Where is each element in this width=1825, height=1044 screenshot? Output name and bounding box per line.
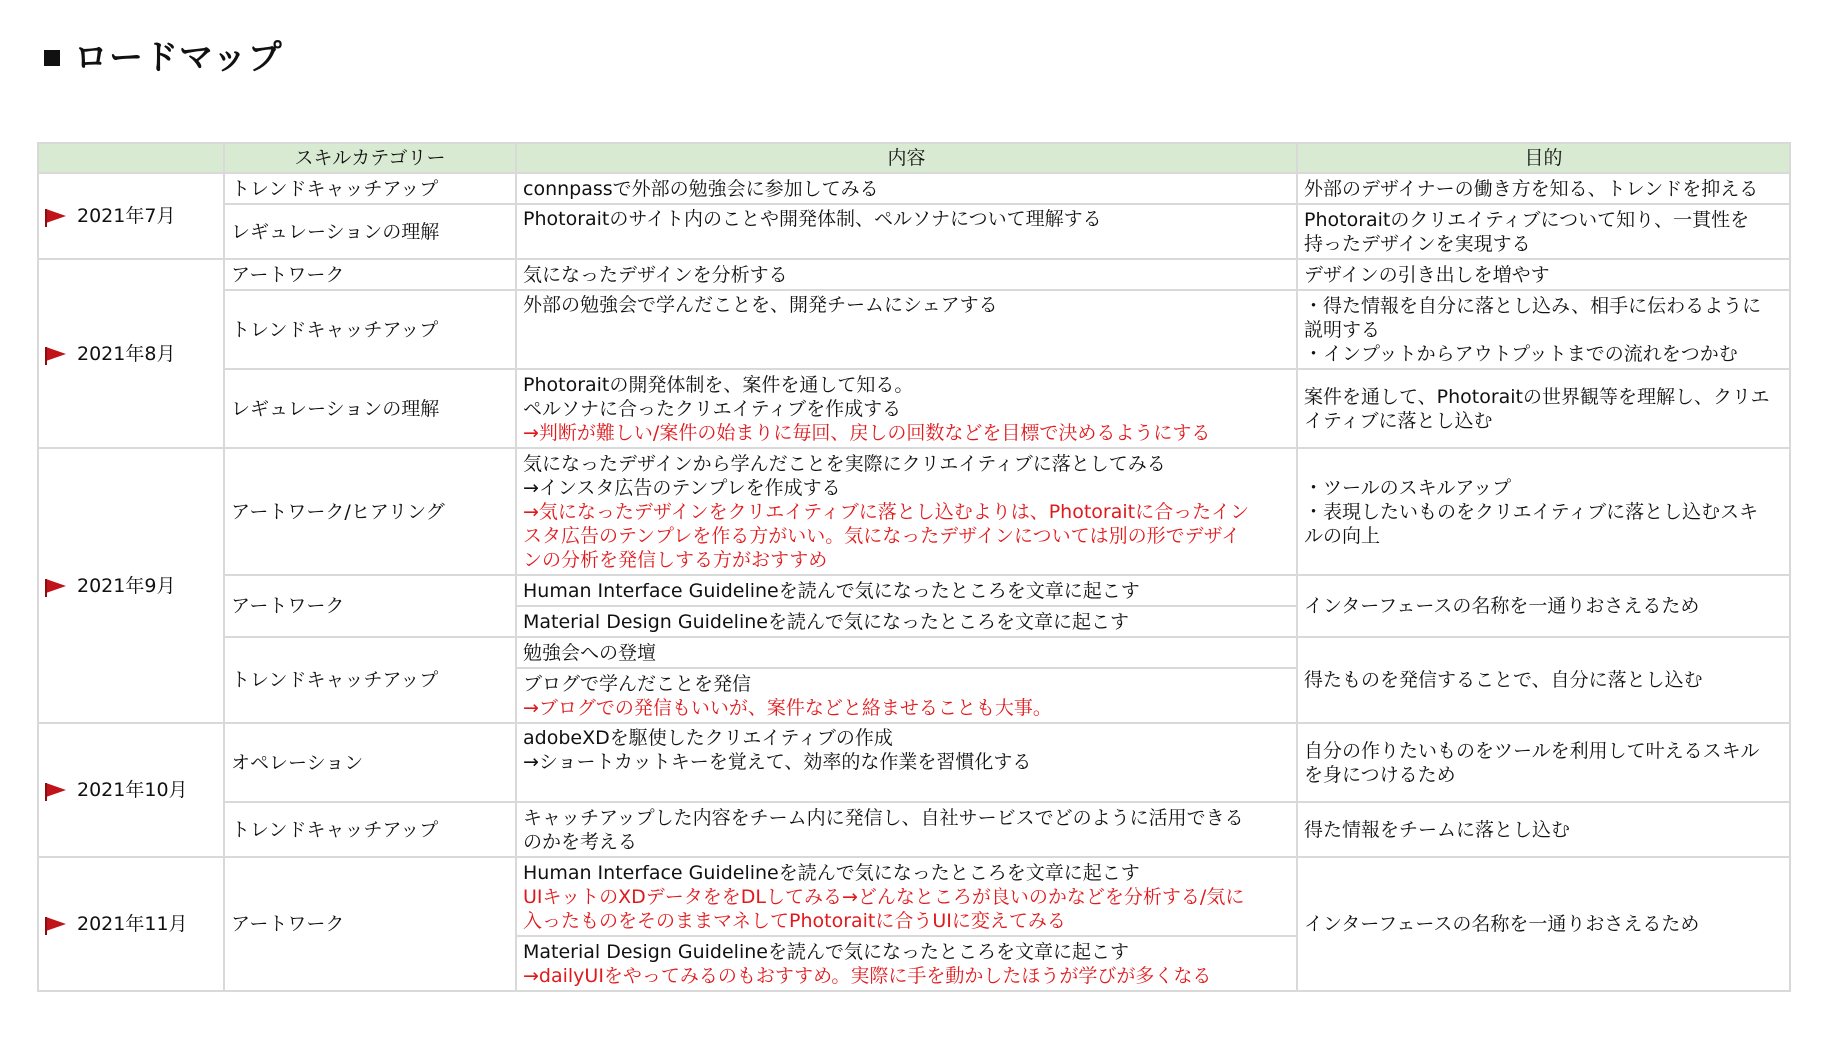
purpose-cell: 得た情報をチームに落とし込む: [1297, 802, 1790, 857]
period-label: 2021年7月: [77, 205, 176, 227]
category-cell: アートワーク/ヒアリング: [224, 448, 516, 575]
content-cell: adobeXDを駆使したクリエイティブの作成 →ショートカットキーを覚えて、効率的な作業を習慣化する: [516, 723, 1297, 802]
flag-icon: [45, 347, 67, 361]
table-row: [38, 290, 1790, 369]
table-row: [38, 637, 1790, 668]
content-cell: 勉強会への登壇: [516, 637, 1297, 668]
content-cell: Photoraitのサイト内のことや開発体制、ペルソナについて理解する: [516, 204, 1297, 259]
page-title: ロードマップ: [74, 38, 283, 78]
purpose-cell: デザインの引き出しを増やす: [1297, 259, 1790, 290]
content-cell: 外部の勉強会で学んだことを、開発チームにシェアする: [516, 290, 1297, 369]
purpose-cell: 案件を通して、Photoraitの世界観等を理解し、クリエ イティブに落とし込む: [1297, 369, 1790, 448]
category-cell: レギュレーションの理解: [224, 369, 516, 448]
advice-note: UIキットのXDデータををDLしてみる→どんなところが良いのかなどを分析する/気に: [523, 885, 1245, 908]
table-row: [38, 259, 1790, 290]
purpose-cell: 得たものを発信することで、自分に落とし込む: [1297, 637, 1790, 723]
content-cell: Material Design Guidelineを読んで気になったところを文章に起こす: [516, 606, 1297, 637]
category-cell: アートワーク: [224, 857, 516, 991]
category-cell: トレンドキャッチアップ: [224, 290, 516, 369]
content-cell: キャッチアップした内容をチーム内に発信し、自社サービスでどのように活用できる のかを考える: [516, 802, 1297, 857]
table-row: [38, 173, 1790, 204]
purpose-cell: ・得た情報を自分に落とし込み、相手に伝わるように 説明する ・インプットからアウトプットまでの流れをつかむ: [1297, 290, 1790, 369]
period-cell: [38, 448, 224, 723]
flag-icon: [45, 579, 67, 593]
purpose-cell: ・ツールのスキルアップ ・表現したいものをクリエイティブに落とし込むスキ ルの向上: [1297, 448, 1790, 575]
purpose-cell: インターフェースの名称を一通りおさえるため: [1297, 857, 1790, 991]
flag-icon: [45, 209, 67, 223]
advice-note: →ブログでの発信もいいが、案件などと絡ませることも大事。: [523, 696, 1052, 719]
advice-note: →判断が難しい/案件の始まりに毎回、戻しの回数などを目標で決めるようにする: [523, 421, 1211, 444]
content-cell: Material Design Guidelineを読んで気になったところを文章に起こす →dailyUIをやってみるのもおすすめ。実際に手を動かしたほうが学びが多くなる: [516, 936, 1297, 991]
content-cell: Photoraitの開発体制を、案件を通して知る。 ペルソナに合ったクリエイティブを作成する →判断が難しい/案件の始まりに毎回、戻しの回数などを目標で決めるようにする: [516, 369, 1297, 448]
header-skill-category: スキルカテゴリー: [224, 143, 516, 173]
category-cell: トレンドキャッチアップ: [224, 802, 516, 857]
roadmap-table: [37, 142, 1791, 992]
content-cell: Human Interface Guidelineを読んで気になったところを文章に起こす: [516, 575, 1297, 606]
content-cell: connpassで外部の勉強会に参加してみる: [516, 173, 1297, 204]
square-bullet-icon: [44, 50, 60, 66]
advice-note: 入ったものをそのままマネしてPhotoraitに合うUIに変えてみる: [523, 909, 1066, 932]
period-cell: [38, 857, 224, 991]
purpose-cell: 外部のデザイナーの働き方を知る、トレンドを抑える: [1297, 173, 1790, 204]
header-period: [38, 143, 224, 173]
table-row: [38, 575, 1790, 606]
advice-note: スタ広告のテンプレを作る方がいい。気になったデザインについては別の形でデザイ: [523, 524, 1241, 547]
page-heading: [44, 30, 283, 79]
advice-note: →dailyUIをやってみるのもおすすめ。実際に手を動かしたほうが学びが多くなる: [523, 964, 1212, 987]
purpose-cell: 自分の作りたいものをツールを利用して叶えるスキル を身につけるため: [1297, 723, 1790, 802]
content-cell: 気になったデザインから学んだことを実際にクリエイティブに落としてみる →インスタ広告のテンプレを作成する →気になったデザインをクリエイティブに落とし込むよりは、Photoraitに合ったイン スタ広告のテンプレを作る方がいい。気になったデザインについては別の形でデザイ ンの分析を発信しする方がおすすめ: [516, 448, 1297, 575]
period-label: 2021年11月: [77, 913, 188, 935]
category-cell: オペレーション: [224, 723, 516, 802]
table-header-row: [38, 143, 1790, 173]
table-row: [38, 369, 1790, 448]
table-row: [38, 802, 1790, 857]
table-row: [38, 723, 1790, 802]
flag-icon: [45, 783, 67, 797]
category-cell: レギュレーションの理解: [224, 204, 516, 259]
period-label: 2021年8月: [77, 342, 176, 365]
header-content: 内容: [516, 143, 1297, 173]
period-cell: [38, 723, 224, 857]
period-cell: [38, 173, 224, 259]
purpose-cell: Photoraitのクリエイティブについて知り、一貫性を 持ったデザインを実現する: [1297, 204, 1790, 259]
category-cell: トレンドキャッチアップ: [224, 637, 516, 723]
content-cell: Human Interface Guidelineを読んで気になったところを文章に起こす UIキットのXDデータををDLしてみる→どんなところが良いのかなどを分析する/気に 入ったものをそのままマネしてPhotoraitに合うUIに変えてみる: [516, 857, 1297, 936]
category-cell: トレンドキャッチアップ: [224, 173, 516, 204]
table-row: [38, 857, 1790, 936]
category-cell: アートワーク: [224, 259, 516, 290]
period-label: 2021年9月: [77, 574, 176, 597]
advice-note: ンの分析を発信しする方がおすすめ: [523, 548, 828, 571]
content-cell: ブログで学んだことを発信 →ブログでの発信もいいが、案件などと絡ませることも大事。: [516, 668, 1297, 723]
content-cell: 気になったデザインを分析する: [516, 259, 1297, 290]
flag-icon: [45, 917, 67, 931]
category-cell: アートワーク: [224, 575, 516, 637]
table-row: [38, 448, 1790, 575]
header-purpose: 目的: [1297, 143, 1790, 173]
purpose-cell: インターフェースの名称を一通りおさえるため: [1297, 575, 1790, 637]
period-label: 2021年10月: [77, 779, 188, 801]
period-cell: [38, 259, 224, 448]
table-row: [38, 204, 1790, 259]
advice-note: →気になったデザインをクリエイティブに落とし込むよりは、Photoraitに合ったイン: [523, 500, 1250, 523]
